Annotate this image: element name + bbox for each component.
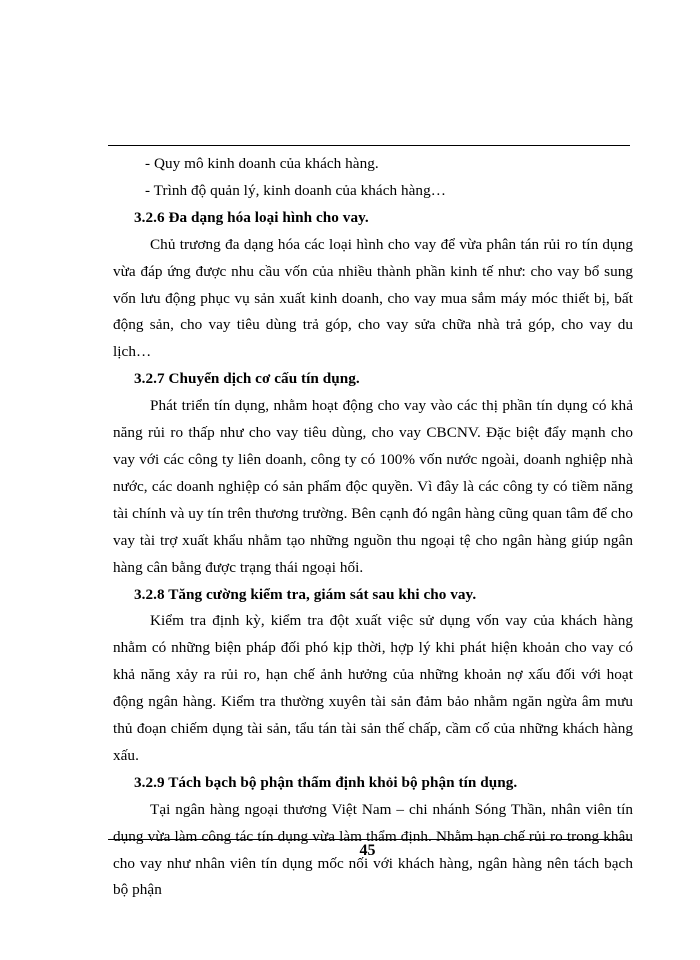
page-content: [113, 151, 633, 904]
section-heading: 3.2.9 Tách bạch bộ phận thẩm định khỏi bộ phận tín dụng.: [134, 773, 518, 791]
section-heading: 3.2.8 Tăng cường kiểm tra, giám sát sau khi cho vay.: [134, 585, 477, 603]
bullet-item: - Quy mô kinh doanh của khách hàng.: [145, 155, 379, 172]
section-paragraph: Kiểm tra định kỳ, kiểm tra đột xuất việc sử dụng vốn vay của khách hàng nhằm có những biện pháp đối phó kịp thời, hợp lý khi phát hiện khoản cho vay có khả năng xảy ra rủi ro, hạn chế ảnh hưởng của những khoản nợ xấu đối với hoạt động ngân hàng. Kiểm tra thường xuyên tài sản đảm bảo nhằm ngăn ngừa âm mưu thủ đoạn chiếm dụng tài sản, tẩu tán tài sản thế chấp, cầm cố của những khách hàng xấu.: [113, 612, 633, 764]
section-heading: 3.2.7 Chuyển dịch cơ cấu tín dụng.: [134, 370, 360, 388]
section-paragraph: Phát triển tín dụng, nhằm hoạt động cho vay vào các thị phần tín dụng có khả năng rủi ro thấp như cho vay tiêu dùng, cho vay CBCNV. Đặc biệt đẩy mạnh cho vay với các công ty liên doanh, công ty có 100% vốn nước ngoài, doanh nghiệp nhà nước, các doanh nghiệp có sản phẩm độc quyền. Vì đây là các công ty có tiềm năng tài chính và uy tín trên thương trường. Bên cạnh đó ngân hàng cũng quan tâm để cho vay tài trợ xuất khẩu nhằm tạo những nguồn thu ngoại tệ cho ngân hàng giúp ngân hàng cân bằng được trạng thái ngoại hối.: [113, 397, 633, 576]
section-paragraph: Chủ trương đa dạng hóa các loại hình cho vay để vừa phân tán rủi ro tín dụng vừa đáp ứng được nhu cầu vốn của nhiều thành phần kinh tế như: cho vay bổ sung vốn lưu động phục vụ sản xuất kinh doanh, cho vay mua sắm máy móc thiết bị, bất động sản, cho vay tiêu dùng trả góp, cho vay sửa chữa nhà trả góp, cho vay du lịch…: [113, 235, 633, 361]
page-number: 45: [359, 842, 376, 859]
section-heading: 3.2.6 Đa dạng hóa loại hình cho vay.: [134, 208, 369, 226]
section-paragraph: Tại ngân hàng ngoại thương Việt Nam – chi nhánh Sóng Thần, nhân viên tín dụng vừa làm công tác tín dụng vừa làm thẩm định. Nhằm hạn chế rủi ro trong khâu cho vay như nhân viên tín dụng mốc nối với khách hàng, ngân hàng nên tách bạch bộ phận: [113, 800, 633, 899]
top-rule: [108, 145, 630, 146]
bullet-item: - Trình độ quản lý, kinh doanh của khách hàng…: [145, 181, 446, 199]
